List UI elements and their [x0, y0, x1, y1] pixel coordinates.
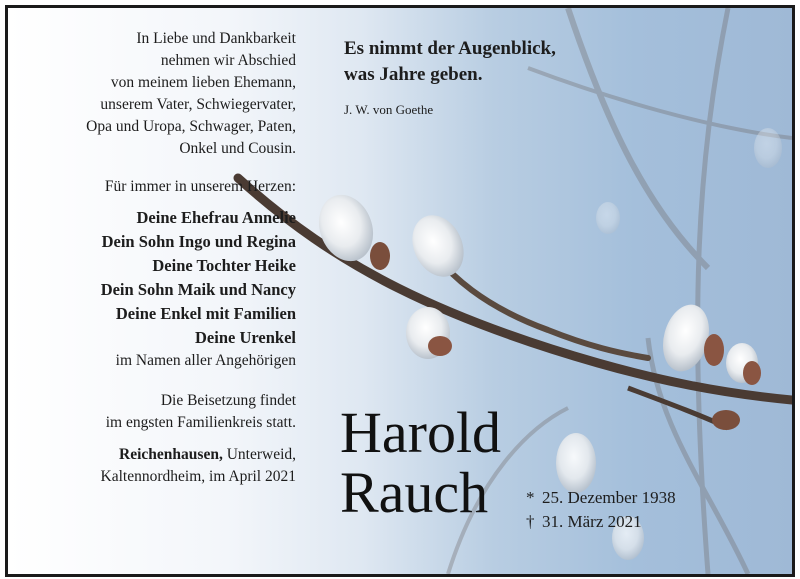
burial-line: im engsten Familienkreis statt. [105, 414, 296, 431]
last-name: Rauch [340, 460, 489, 525]
family-member: Deine Urenkel [195, 328, 296, 347]
place-line-1 [28, 444, 296, 466]
intro-text [28, 28, 296, 160]
place-rest: Unterweid, [222, 446, 296, 463]
obituary-card [5, 5, 795, 577]
intro-line: unserem Vater, Schwiegervater, [100, 96, 296, 113]
death-date-line [526, 510, 676, 534]
intro-line: Onkel und Cousin. [179, 140, 296, 157]
burial-line: Die Beisetzung findet [160, 392, 296, 409]
family-member: Dein Sohn Maik und Nancy [100, 280, 296, 299]
family-member: Deine Tochter Heike [152, 256, 296, 275]
death-symbol: † [526, 512, 535, 531]
intro-line: Opa und Uropa, Schwager, Paten, [86, 118, 296, 135]
intro-line: In Liebe und Dankbarkeit [136, 30, 296, 47]
family-member: Deine Enkel mit Familien [115, 304, 296, 323]
family-member: Deine Ehefrau Annelie [136, 208, 296, 227]
place-line-2: Kaltennordheim, im April 2021 [100, 468, 296, 485]
burial-info [28, 390, 296, 434]
heart-line: Für immer in unserem Herzen: [104, 178, 296, 195]
quote-block [344, 36, 556, 118]
place-date [28, 444, 296, 488]
death-date: 31. März 2021 [542, 512, 642, 531]
first-name: Harold [340, 400, 502, 465]
quote-author: J. W. von Goethe [344, 102, 434, 117]
quote-line-1: Es nimmt der Augenblick, [344, 38, 556, 59]
left-text-column [28, 28, 296, 488]
family-list [28, 206, 296, 350]
birth-date-line [526, 486, 676, 510]
deceased-name [340, 400, 502, 525]
place-town: Reichenhausen, [119, 446, 223, 463]
quote-line-2: was Jahre geben. [344, 64, 483, 85]
intro-line: nehmen wir Abschied [160, 52, 296, 69]
birth-symbol: * [526, 488, 535, 507]
birth-date: 25. Dezember 1938 [542, 488, 676, 507]
family-note: im Namen aller Angehörigen [115, 352, 296, 369]
intro-line: von meinem lieben Ehemann, [110, 74, 296, 91]
family-member: Dein Sohn Ingo und Regina [101, 232, 296, 251]
life-dates [526, 486, 676, 534]
